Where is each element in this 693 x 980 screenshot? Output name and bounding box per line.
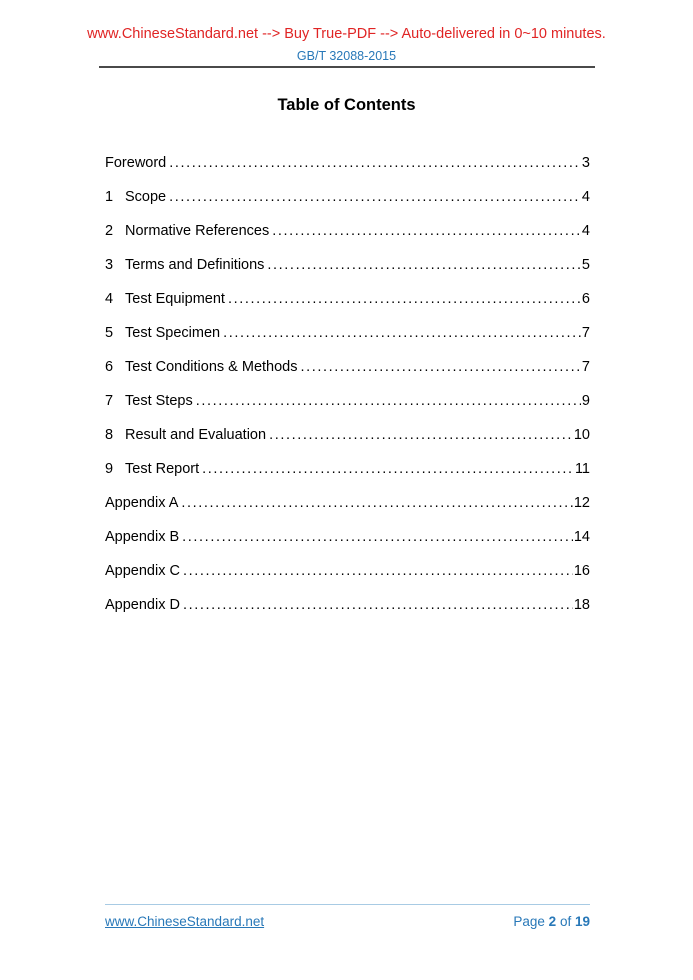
footer-site-link[interactable]: www.ChineseStandard.net xyxy=(105,914,265,929)
toc-entry xyxy=(105,564,590,579)
toc-entry-page: 5 xyxy=(581,257,590,273)
toc-entry-label: Appendix B xyxy=(105,529,180,545)
page-indicator xyxy=(513,914,590,929)
toc-entry xyxy=(105,428,590,443)
toc-entry-number: 7 xyxy=(105,393,114,409)
page-title: Table of Contents xyxy=(277,96,416,114)
page-indicator-separator: of xyxy=(559,914,572,929)
page-footer xyxy=(105,904,590,929)
toc-entry-page: 6 xyxy=(581,291,590,307)
header-divider xyxy=(99,66,595,68)
toc-entry-page: 4 xyxy=(581,189,590,205)
toc-entry-label: Appendix A xyxy=(105,495,179,511)
toc-entry xyxy=(105,258,590,273)
toc-entry-page: 7 xyxy=(581,359,590,375)
toc-entry xyxy=(105,598,590,613)
toc-entry-number: 9 xyxy=(105,461,114,477)
footer-divider xyxy=(105,904,590,905)
toc-entry-page: 9 xyxy=(581,393,590,409)
toc-entry xyxy=(105,394,590,409)
toc-entry-number: 2 xyxy=(105,223,114,239)
page-total: 19 xyxy=(574,914,590,929)
toc-entry xyxy=(105,530,590,545)
toc-leader-dots xyxy=(169,156,581,171)
toc-leader-dots xyxy=(183,564,573,579)
toc-entry-label: Terms and Definitions xyxy=(125,257,265,273)
toc-entry-label: Test Equipment xyxy=(125,291,225,307)
toc-entry-page: 18 xyxy=(573,597,590,613)
toc-entry xyxy=(105,224,590,239)
toc-entry xyxy=(105,326,590,341)
toc-entry-label: Foreword xyxy=(105,155,167,171)
toc-entry-page: 3 xyxy=(581,155,590,171)
toc-entry-label: Test Conditions & Methods xyxy=(125,359,298,375)
toc-entry-number: 3 xyxy=(105,257,114,273)
toc-entry-label: Test Specimen xyxy=(125,325,221,341)
toc-leader-dots xyxy=(228,292,581,307)
toc-entry-page: 12 xyxy=(573,495,590,511)
toc-entry-number: 8 xyxy=(105,427,114,443)
toc-entry-page: 16 xyxy=(573,563,590,579)
toc-leader-dots xyxy=(269,428,573,443)
toc-entry-page: 7 xyxy=(581,325,590,341)
toc-leader-dots xyxy=(182,530,573,545)
toc-entry-number: 4 xyxy=(105,291,114,307)
toc-entry-label: Test Report xyxy=(125,461,200,477)
toc-entry-label: Test Steps xyxy=(125,393,193,409)
toc-entry xyxy=(105,360,590,375)
toc-entry-page: 14 xyxy=(573,529,590,545)
toc-entry-number: 1 xyxy=(105,189,114,205)
toc-list xyxy=(105,156,590,613)
toc-entry-page: 4 xyxy=(581,223,590,239)
toc-entry xyxy=(105,496,590,511)
toc-entry xyxy=(105,190,590,205)
standard-code: GB/T 32088-2015 xyxy=(296,49,397,63)
page-indicator-prefix: Page xyxy=(513,914,545,929)
toc-entry-page: 10 xyxy=(573,427,590,443)
toc-leader-dots xyxy=(267,258,581,273)
toc-entry xyxy=(105,292,590,307)
page-header xyxy=(0,0,693,68)
toc-leader-dots xyxy=(272,224,581,239)
footer-row xyxy=(105,914,590,929)
toc-entry-label: Appendix D xyxy=(105,597,180,613)
toc-entry-number: 5 xyxy=(105,325,114,341)
toc-leader-dots xyxy=(183,598,573,613)
toc-entry-label: Result and Evaluation xyxy=(125,427,267,443)
toc-leader-dots xyxy=(169,190,581,205)
toc-leader-dots xyxy=(300,360,580,375)
toc-leader-dots xyxy=(196,394,581,409)
promo-banner: www.ChineseStandard.net --> Buy True-PDF --> Auto-delivered in 0~10 minutes. xyxy=(87,26,606,42)
toc-entry-page: 11 xyxy=(574,461,590,477)
toc-entry-label: Scope xyxy=(125,189,167,205)
toc-leader-dots xyxy=(202,462,574,477)
toc-entry-label: Normative References xyxy=(125,223,270,239)
toc-leader-dots xyxy=(181,496,572,511)
toc-entry-label: Appendix C xyxy=(105,563,180,579)
toc-entry xyxy=(105,462,590,477)
toc-leader-dots xyxy=(223,326,581,341)
page-current: 2 xyxy=(548,914,557,929)
toc-entry-number: 6 xyxy=(105,359,114,375)
toc-entry xyxy=(105,156,590,171)
